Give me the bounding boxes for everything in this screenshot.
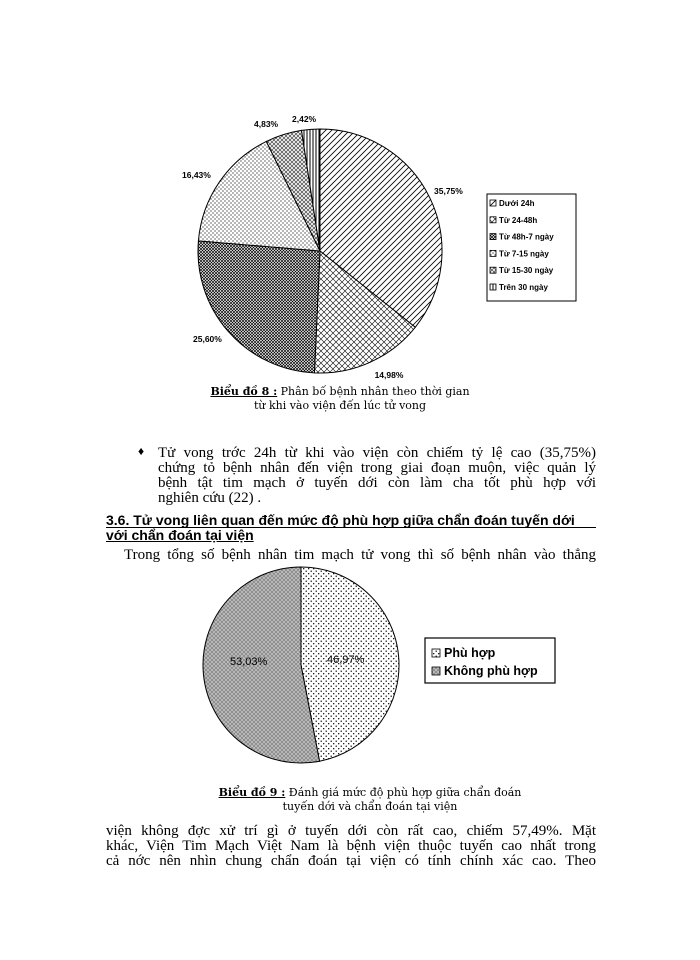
- legend-8-label-4: Từ 7-15 ngày: [499, 249, 549, 259]
- bottom-line-3: cả nớc nên nhìn chung chẩn đoán tại viện có tính chính xác cao. Theo: [106, 853, 596, 869]
- intro-text: [124, 548, 596, 563]
- legend-8-label-6: Trên 30 ngày: [499, 283, 548, 292]
- pie8-data-label-2: 14,98%: [374, 370, 404, 380]
- pie8-data-label-3: 25,60%: [193, 334, 222, 344]
- chart-8-caption-line2: từ khi vào viện đến lúc tử vong: [253, 399, 427, 412]
- pie8-data-label-6: 2,42%: [292, 114, 317, 124]
- legend-8-swatch-4: [490, 250, 496, 256]
- pie8-data-label-1: 35,75%: [434, 186, 463, 196]
- pie8-data-label-5: 4,83%: [254, 119, 279, 129]
- bottom-paragraph: [106, 824, 596, 869]
- legend-8-swatch-5: [490, 267, 496, 273]
- bottom-line-2: khác, Viện Tim Mạch Việt Nam là bệnh viện thuộc tuyến cao nhất trong: [106, 838, 596, 854]
- bullet-paragraph: [158, 446, 596, 506]
- chart-8-caption-label: Biểu đồ 8 :: [210, 385, 278, 398]
- pie-chart-9: [200, 565, 570, 775]
- chart-9-caption-line1: Đánh giá mức độ phù hợp giữa chẩn đoán: [285, 786, 522, 799]
- section-heading-3-6: [106, 513, 596, 542]
- section-heading-line-2: với chẩn đoán tại viện: [106, 527, 254, 543]
- legend-9-label-2: Không phù hợp: [444, 664, 538, 678]
- legend-8-label-3: Từ 48h-7 ngày: [499, 232, 554, 242]
- legend-9-swatch-2: [432, 667, 440, 675]
- legend-8-label-1: Dưới 24h: [499, 199, 535, 208]
- pie9-data-label-1: 46,97%: [327, 654, 365, 666]
- section-heading-line-2-wrap: [106, 528, 596, 542]
- legend-8-swatch-3: [490, 234, 496, 240]
- chart-9-caption-label: Biểu đồ 9 :: [218, 786, 286, 799]
- bottom-line-1: viện không đợc xử trí gì ở tuyến dới còn rất cao, chiếm 57,49%. Mặt: [106, 823, 596, 839]
- bullet-icon: ♦: [138, 444, 145, 458]
- pie8-slice-3: [198, 241, 320, 373]
- bullet-line-2: chứng tỏ bệnh nhân đến viện trong giai đoạn muộn, việc quản lý: [158, 460, 596, 476]
- legend-8-label-2: Từ 24-48h: [499, 215, 538, 225]
- pie8-data-label-4: 16,43%: [182, 170, 211, 180]
- legend-8-swatch-2: [490, 217, 496, 223]
- section-heading-line-1: 3.6. Tử vong liên quan đến mức độ phù hợp giữa chẩn đoán tuyến dới: [106, 513, 596, 528]
- legend-8-swatch-6: [490, 284, 496, 290]
- legend-9-label-1: Phù hợp: [444, 646, 496, 660]
- chart-9-caption-line2: tuyến dới và chẩn đoán tại viện: [282, 800, 458, 813]
- chart-8-caption: [150, 385, 530, 413]
- pie-chart-8: [180, 105, 580, 385]
- legend-8-swatch-1: [490, 200, 496, 206]
- legend-9-swatch-1: [432, 649, 440, 657]
- intro-line: Trong tổng số bệnh nhân tim mạch tử vong thì số bệnh nhân vào thẳng: [124, 547, 596, 563]
- bullet-line-1: Tử vong trớc 24h từ khi vào viện còn chiếm tỷ lệ cao (35,75%): [158, 445, 596, 461]
- bullet-line-3: bệnh tật tim mạch ở tuyến dới còn làm cha tốt phù hợp với: [158, 475, 596, 491]
- pie9-data-label-2: 53,03%: [230, 656, 268, 668]
- chart-9-caption: [160, 786, 580, 814]
- bullet-line-4: nghiên cứu (22) .: [158, 490, 262, 506]
- chart-8-caption-line1: Phân bố bệnh nhân theo thời gian: [277, 385, 470, 398]
- legend-8-label-5: Từ 15-30 ngày: [499, 266, 554, 276]
